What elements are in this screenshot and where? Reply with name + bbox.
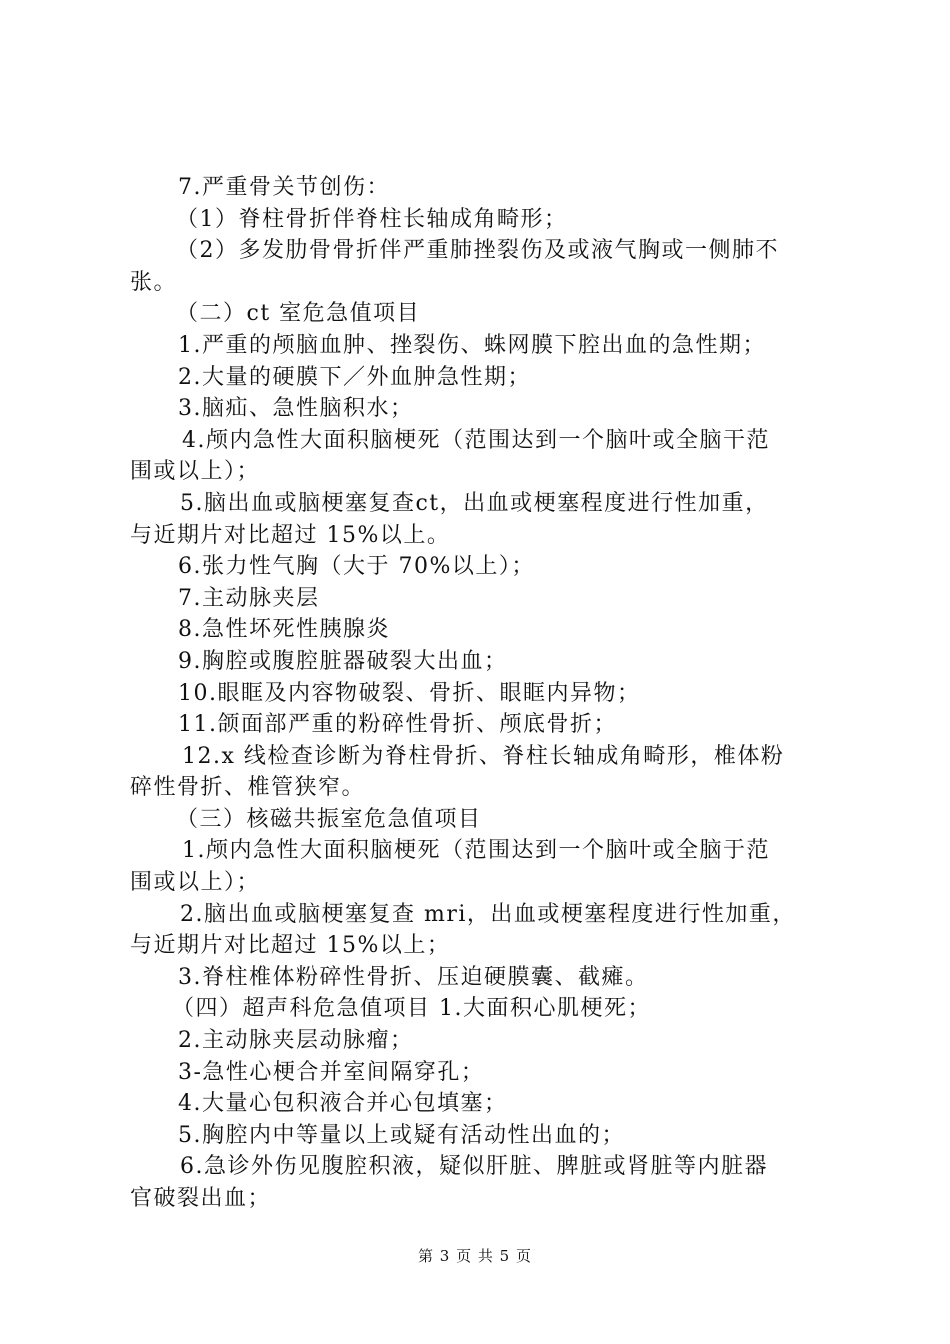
text-line: 3.脑疝、急性脑积水； [178, 396, 414, 422]
text-line: 围或以上）； [130, 459, 261, 485]
page-footer: 第 3 页 共 5 页 [418, 1247, 532, 1265]
text-line: （四）超声科危急值项目 1.大面积心肌梗死； [172, 996, 651, 1022]
text-line: 3.脊柱椎体粉碎性骨折、压迫硬膜囊、截瘫。 [178, 964, 649, 990]
text-line: （1）脊柱骨折伴脊柱长轴成角畸形； [176, 206, 568, 232]
text-line: （三）核磁共振室危急值项目 [176, 806, 482, 832]
text-line: 4.大量心包积液合并心包填塞； [178, 1091, 508, 1117]
text-line: 11.颌面部严重的粉碎性骨折、颅底骨折； [178, 712, 617, 738]
text-line: （2）多发肋骨骨折伴严重肺挫裂伤及或液气胸或一侧肺不 [176, 238, 779, 264]
text-line: （二）ct 室危急值项目 [176, 301, 421, 327]
text-line: 2.大量的硬膜下／外血肿急性期； [178, 364, 531, 390]
text-line: 3-急性心梗合并室间隔穿孔； [178, 1059, 485, 1085]
text-line: 10.眼眶及内容物破裂、骨折、眼眶内异物； [178, 680, 641, 706]
text-line: 2.脑出血或脑梗塞复查 mri，出血或梗塞程度进行性加重， [180, 901, 796, 927]
text-line: 1.严重的颅脑血肿、挫裂伤、蛛网膜下腔出血的急性期； [178, 332, 766, 358]
text-line: 官破裂出血； [130, 1186, 272, 1211]
text-line: 7.严重骨关节创伤： [178, 175, 390, 200]
text-line: 4.颅内急性大面积脑梗死（范围达到一个脑叶或全脑干范 [182, 427, 770, 453]
text-line: 12.x 线检查诊断为脊柱骨折、脊柱长轴成角畸形，椎体粉 [182, 743, 785, 769]
text-line: 7.主动脉夹层 [178, 585, 320, 611]
text-line: 与近期片对比超过 15%以上； [130, 933, 451, 959]
text-line: 与近期片对比超过 15%以上。 [130, 522, 451, 548]
text-line: 6.张力性气胸（大于 70%以上）； [178, 554, 535, 580]
text-line: 6.急诊外伤见腹腔积液，疑似肝脏、脾脏或肾脏等内脏器 [180, 1154, 768, 1180]
text-line: 5.脑出血或脑梗塞复查ct，出血或梗塞程度进行性加重， [180, 490, 769, 516]
text-line: 围或以上）； [130, 870, 261, 896]
text-line: 5.胸腔内中等量以上或疑有活动性出血的； [178, 1122, 625, 1148]
text-line: 9.胸腔或腹腔脏器破裂大出血； [178, 648, 508, 674]
text-line: 碎性骨折、椎管狭窄。 [130, 775, 366, 801]
text-line: 8.急性坏死性胰腺炎 [178, 617, 390, 643]
text-line: 2.主动脉夹层动脉瘤； [178, 1028, 414, 1054]
text-line: 1.颅内急性大面积脑梗死（范围达到一个脑叶或全脑于范 [182, 838, 770, 864]
text-line: 张。 [130, 269, 178, 295]
document-body [130, 172, 830, 1215]
